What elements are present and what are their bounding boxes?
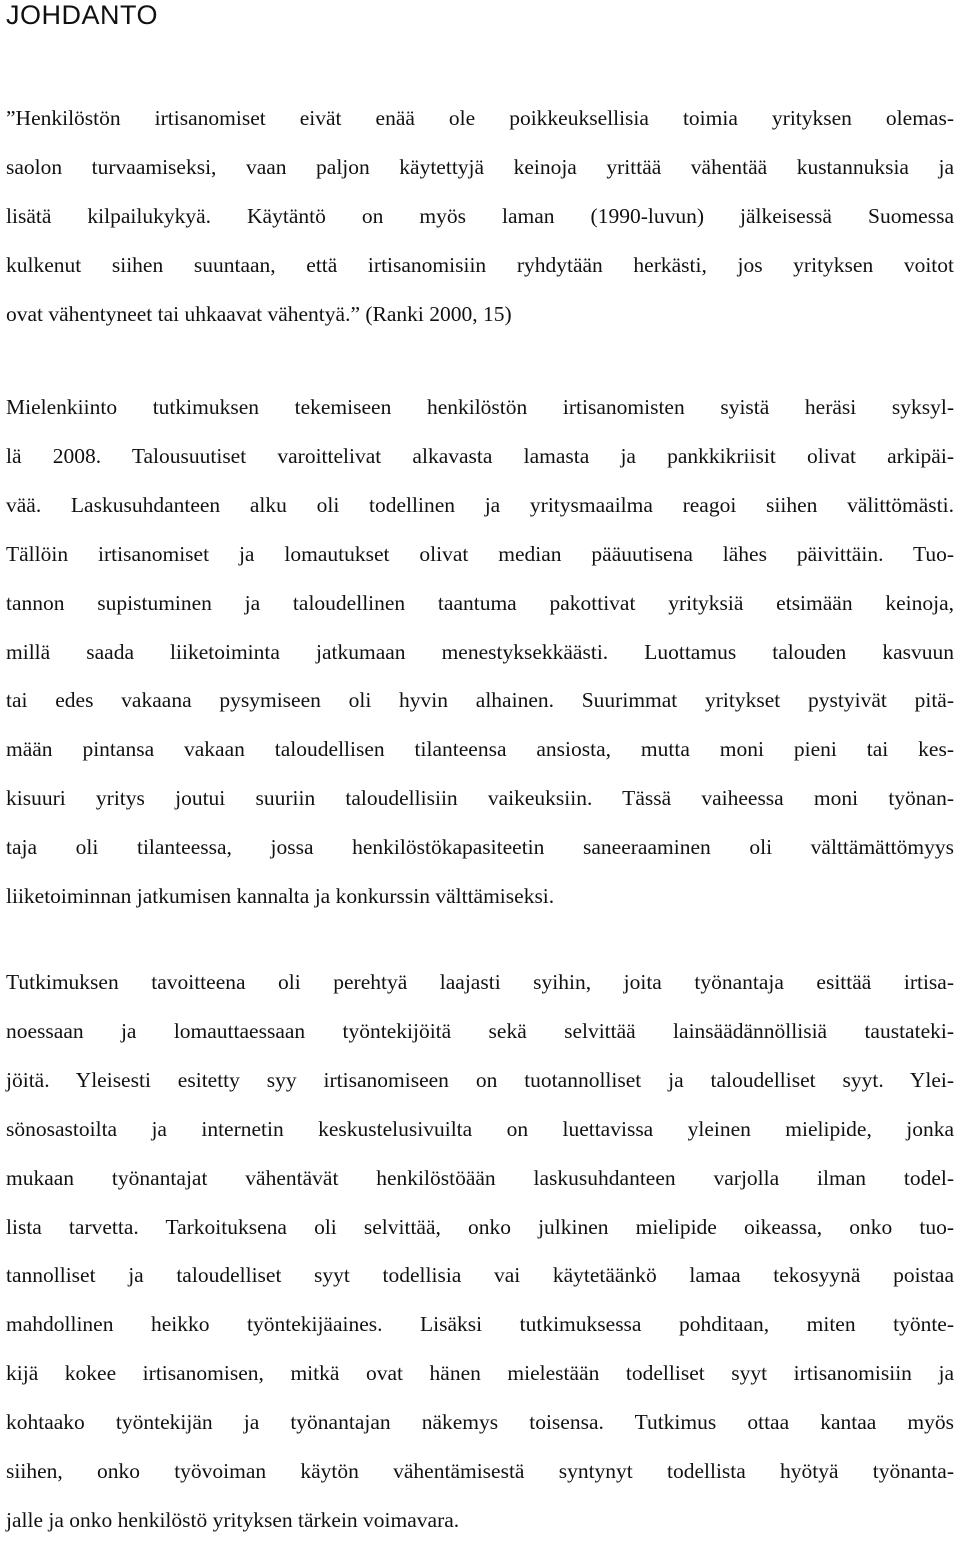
text-line: lä 2008. Talousuutiset varoittelivat alkavasta lamasta ja pankkikriisit olivat arkipäi- xyxy=(6,443,954,468)
text-line: liiketoiminnan jatkumisen kannalta ja konkurssin välttämiseksi. xyxy=(6,884,555,909)
text-line: kisuuri yritys joutui suuriin taloudellisiin vaikeuksiin. Tässä vaiheessa moni työnan- xyxy=(6,786,954,811)
text-line: vää. Laskusuhdanteen alku oli todellinen ja yritysmaailma reagoi siihen välittömästi. xyxy=(6,492,954,517)
paragraph-objectives xyxy=(6,958,954,1545)
text-line: Mielenkiinto tutkimuksen tekemiseen henkilöstön irtisanomisten syistä heräsi syksyl- xyxy=(6,395,954,419)
text-line: Tällöin irtisanomiset ja lomautukset olivat median pääuutisena lähes päivittäin. Tuo- xyxy=(6,541,954,566)
document-page xyxy=(6,0,954,1532)
text-line: Tutkimuksen tavoitteena oli perehtyä laajasti syihin, joita työnantaja esittää irtisa- xyxy=(6,970,954,994)
paragraph-background xyxy=(6,383,954,921)
text-line: jalle ja onko henkilöstö yrityksen tärkein voimavara. xyxy=(6,1507,460,1532)
chapter-heading: JOHDANTO xyxy=(6,0,159,30)
text-line: tai edes vakaana pysymiseen oli hyvin alhainen. Suurimmat yritykset pystyivät pitä- xyxy=(6,688,954,713)
text-line: ovat vähentyneet tai uhkaavat vähentyä.” (Ranki 2000, 15) xyxy=(6,301,512,326)
text-line: jöitä. Yleisesti esitetty syy irtisanomiseen on tuotannolliset ja taloudelliset syyt. Ylei- xyxy=(6,1067,954,1092)
text-line: mahdollinen heikko työntekijäaines. Lisäksi tutkimuksessa pohditaan, miten työnte- xyxy=(6,1312,954,1337)
text-line: kohtaako työntekijän ja työnantajan näkemys toisensa. Tutkimus ottaa kantaa myös xyxy=(6,1410,954,1435)
text-line: saolon turvaamiseksi, vaan paljon käytettyjä keinoja yrittää vähentää kustannuksia ja xyxy=(6,154,954,179)
text-line: taja oli tilanteessa, jossa henkilöstökapasiteetin saneeraaminen oli välttämättömyys xyxy=(6,835,954,860)
text-line: lisätä kilpailukykyä. Käytäntö on myös laman (1990-luvun) jälkeisessä Suomessa xyxy=(6,203,954,228)
text-line: kulkenut siihen suuntaan, että irtisanomisiin ryhdytään herkästi, jos yrityksen voitot xyxy=(6,252,954,277)
text-line: sönosastoilta ja internetin keskustelusivuilta on luettavissa yleinen mielipide, jonka xyxy=(6,1116,954,1141)
text-line: ”Henkilöstön irtisanomiset eivät enää ole poikkeuksellisia toimia yrityksen olemas- xyxy=(6,106,954,130)
text-line: tannolliset ja taloudelliset syyt todellisia vai käytetäänkö lamaa tekosyynä poistaa xyxy=(6,1263,954,1288)
text-line: noessaan ja lomauttaessaan työntekijöitä sekä selvittää lainsäädännöllisiä taustateki- xyxy=(6,1018,954,1043)
text-line: millä saada liiketoiminta jatkumaan menestyksekkäästi. Luottamus talouden kasvuun xyxy=(6,639,954,664)
text-line: mään pintansa vakaan taloudellisen tilanteensa ansiosta, mutta moni pieni tai kes- xyxy=(6,737,954,762)
text-line: siihen, onko työvoiman käytön vähentämisestä syntynyt todellista hyötyä työnanta- xyxy=(6,1459,954,1484)
text-line: lista tarvetta. Tarkoituksena oli selvittää, onko julkinen mielipide oikeassa, onko tuo- xyxy=(6,1214,954,1239)
text-line: tannon supistuminen ja taloudellinen taantuma pakottivat yrityksiä etsimään keinoja, xyxy=(6,590,954,615)
text-line: kijä kokee irtisanomisen, mitkä ovat hänen mielestään todelliset syyt irtisanomisiin ja xyxy=(6,1361,954,1386)
text-line: mukaan työnantajat vähentävät henkilöstöään laskusuhdanteen varjolla ilman todel- xyxy=(6,1165,954,1190)
paragraph-quote xyxy=(6,94,954,339)
